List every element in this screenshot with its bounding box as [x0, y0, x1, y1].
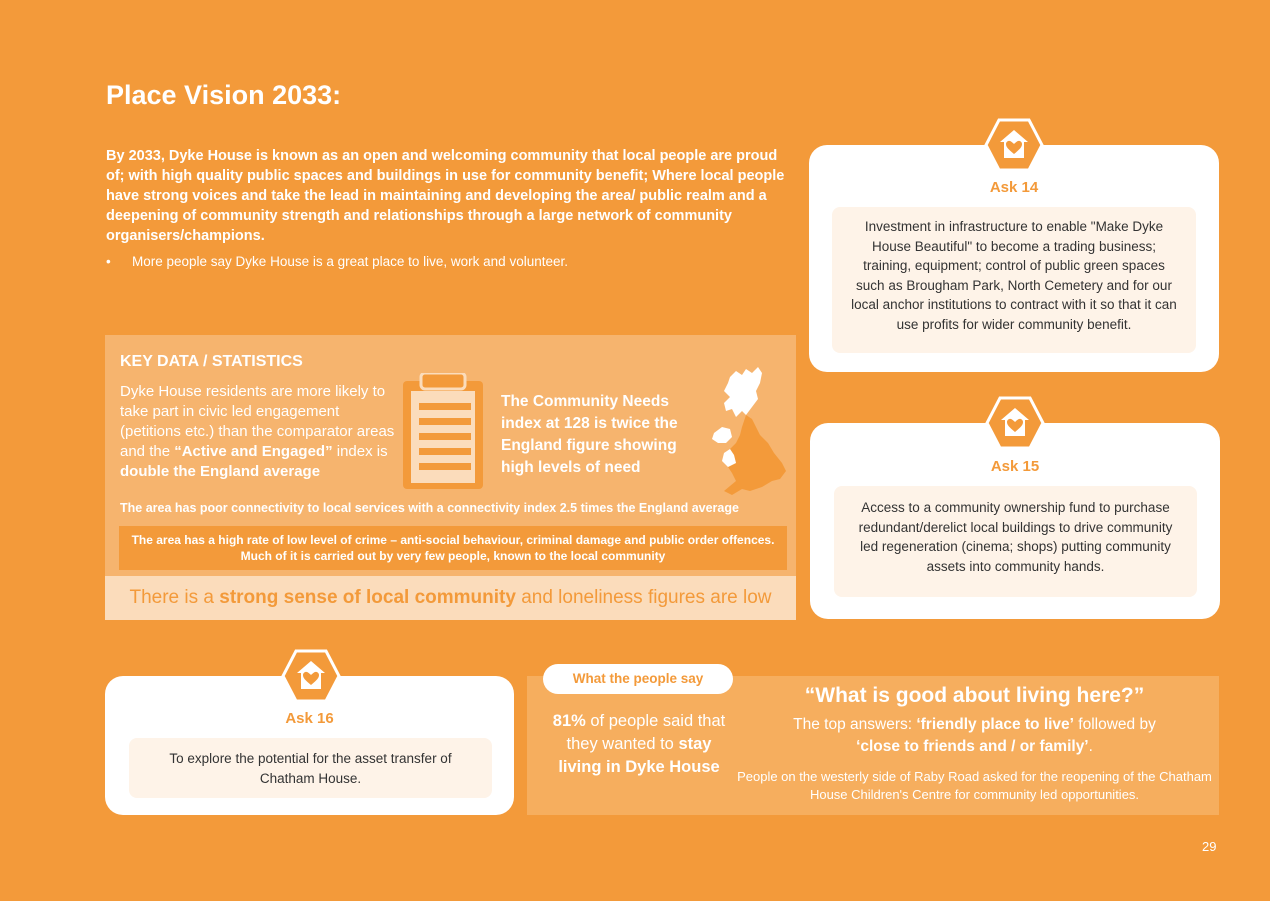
bullet-marker: •: [106, 254, 111, 269]
ask-16-text: To explore the potential for the asset transfer of Chatham House.: [129, 738, 492, 798]
crime-stat-box: [119, 526, 787, 570]
house-heart-icon: [281, 649, 341, 703]
key-data-panel: [105, 335, 796, 576]
page-title: Place Vision 2033:: [106, 80, 342, 110]
ask-14-text: Investment in infrastructure to enable "Make Dyke House Beautiful" to become a trading business; training, equipment; control of public green spaces such as Brougham Park, North Cemetery and for our local anchor institutions to contract with it so that it can use profits for wider community benefit.: [832, 207, 1196, 353]
community-sense-banner: [105, 576, 796, 620]
ask-14-card: [809, 145, 1219, 372]
answer-1: ‘friendly place to live’: [916, 716, 1074, 733]
crime-stat: The area has a high rate of low level of crime – anti-social behaviour, criminal damage and public order offences. Much of it is carried out by very few people, known to the local community: [131, 533, 775, 563]
survey-answers: [737, 714, 1212, 758]
bullet-text: More people say Dyke House is a great place to live, work and volunteer.: [132, 254, 568, 269]
engagement-stat: [120, 382, 395, 482]
community-text: There is a: [129, 587, 220, 608]
ask-16-title: Ask 16: [285, 710, 334, 727]
answer-2: ‘close to friends and / or family’: [856, 738, 1089, 755]
page-number: 29: [1202, 839, 1217, 854]
ask-15-card: [810, 423, 1220, 619]
house-heart-icon: [984, 118, 1044, 172]
vision-statement: By 2033, Dyke House is known as an open and welcoming community that local people are proud of; with high quality public spaces and buildings in use for community benefit; Where local people have strong voices and take the lead in maintaining and developing the area/ public realm and a deepening of community strength and relationships through a large network of community organisers/champions.: [106, 148, 785, 244]
answers-text-2: followed by: [1073, 716, 1156, 733]
bullet-item: [106, 254, 568, 269]
ask-14-title: Ask 14: [989, 179, 1039, 196]
connectivity-stat: The area has poor connectivity to local services with a connectivity index 2.5 times the England average: [120, 501, 739, 515]
clipboard-icon: [401, 373, 485, 491]
ask-16-card: [105, 676, 514, 815]
people-say-label: What the people say: [543, 664, 733, 694]
answers-text: The top answers:: [793, 716, 917, 733]
stat-text: of people said that they wanted to: [566, 712, 726, 753]
people-say-panel: [527, 671, 1219, 815]
stay-living-stat: [543, 710, 735, 779]
engagement-highlight: double the England average: [120, 463, 321, 480]
ask-15-title: Ask 15: [990, 458, 1040, 475]
ask-15-text: Access to a community ownership fund to purchase redundant/derelict local buildings to drive community led regeneration (cinema; shops) putting community assets into community hands.: [834, 486, 1197, 597]
community-needs-stat: The Community Needs index at 128 is twice the England figure showing high levels of need: [501, 393, 678, 476]
community-highlight: strong sense of local community: [219, 587, 516, 608]
engagement-text: Dyke House residents are more likely to take part in civic led engagement (petitions etc.) than the comparator areas and the: [120, 383, 395, 460]
stat-highlight: stay living in Dyke House: [558, 735, 720, 776]
uk-map-icon: [702, 363, 792, 503]
survey-question: “What is good about living here?”: [804, 684, 1145, 707]
house-heart-icon: [985, 396, 1045, 450]
stat-percentage: 81%: [552, 712, 586, 730]
raby-road-note: People on the westerly side of Raby Road asked for the reopening of the Chatham House Children's Centre for community led opportunities.: [737, 769, 1212, 802]
key-data-heading: KEY DATA / STATISTICS: [120, 353, 303, 370]
answers-text-3: .: [1088, 738, 1093, 755]
community-text-2: and loneliness figures are low: [515, 587, 772, 608]
engagement-index-name: “Active and Engaged”: [174, 443, 333, 460]
engagement-text-2: index is: [332, 443, 388, 460]
